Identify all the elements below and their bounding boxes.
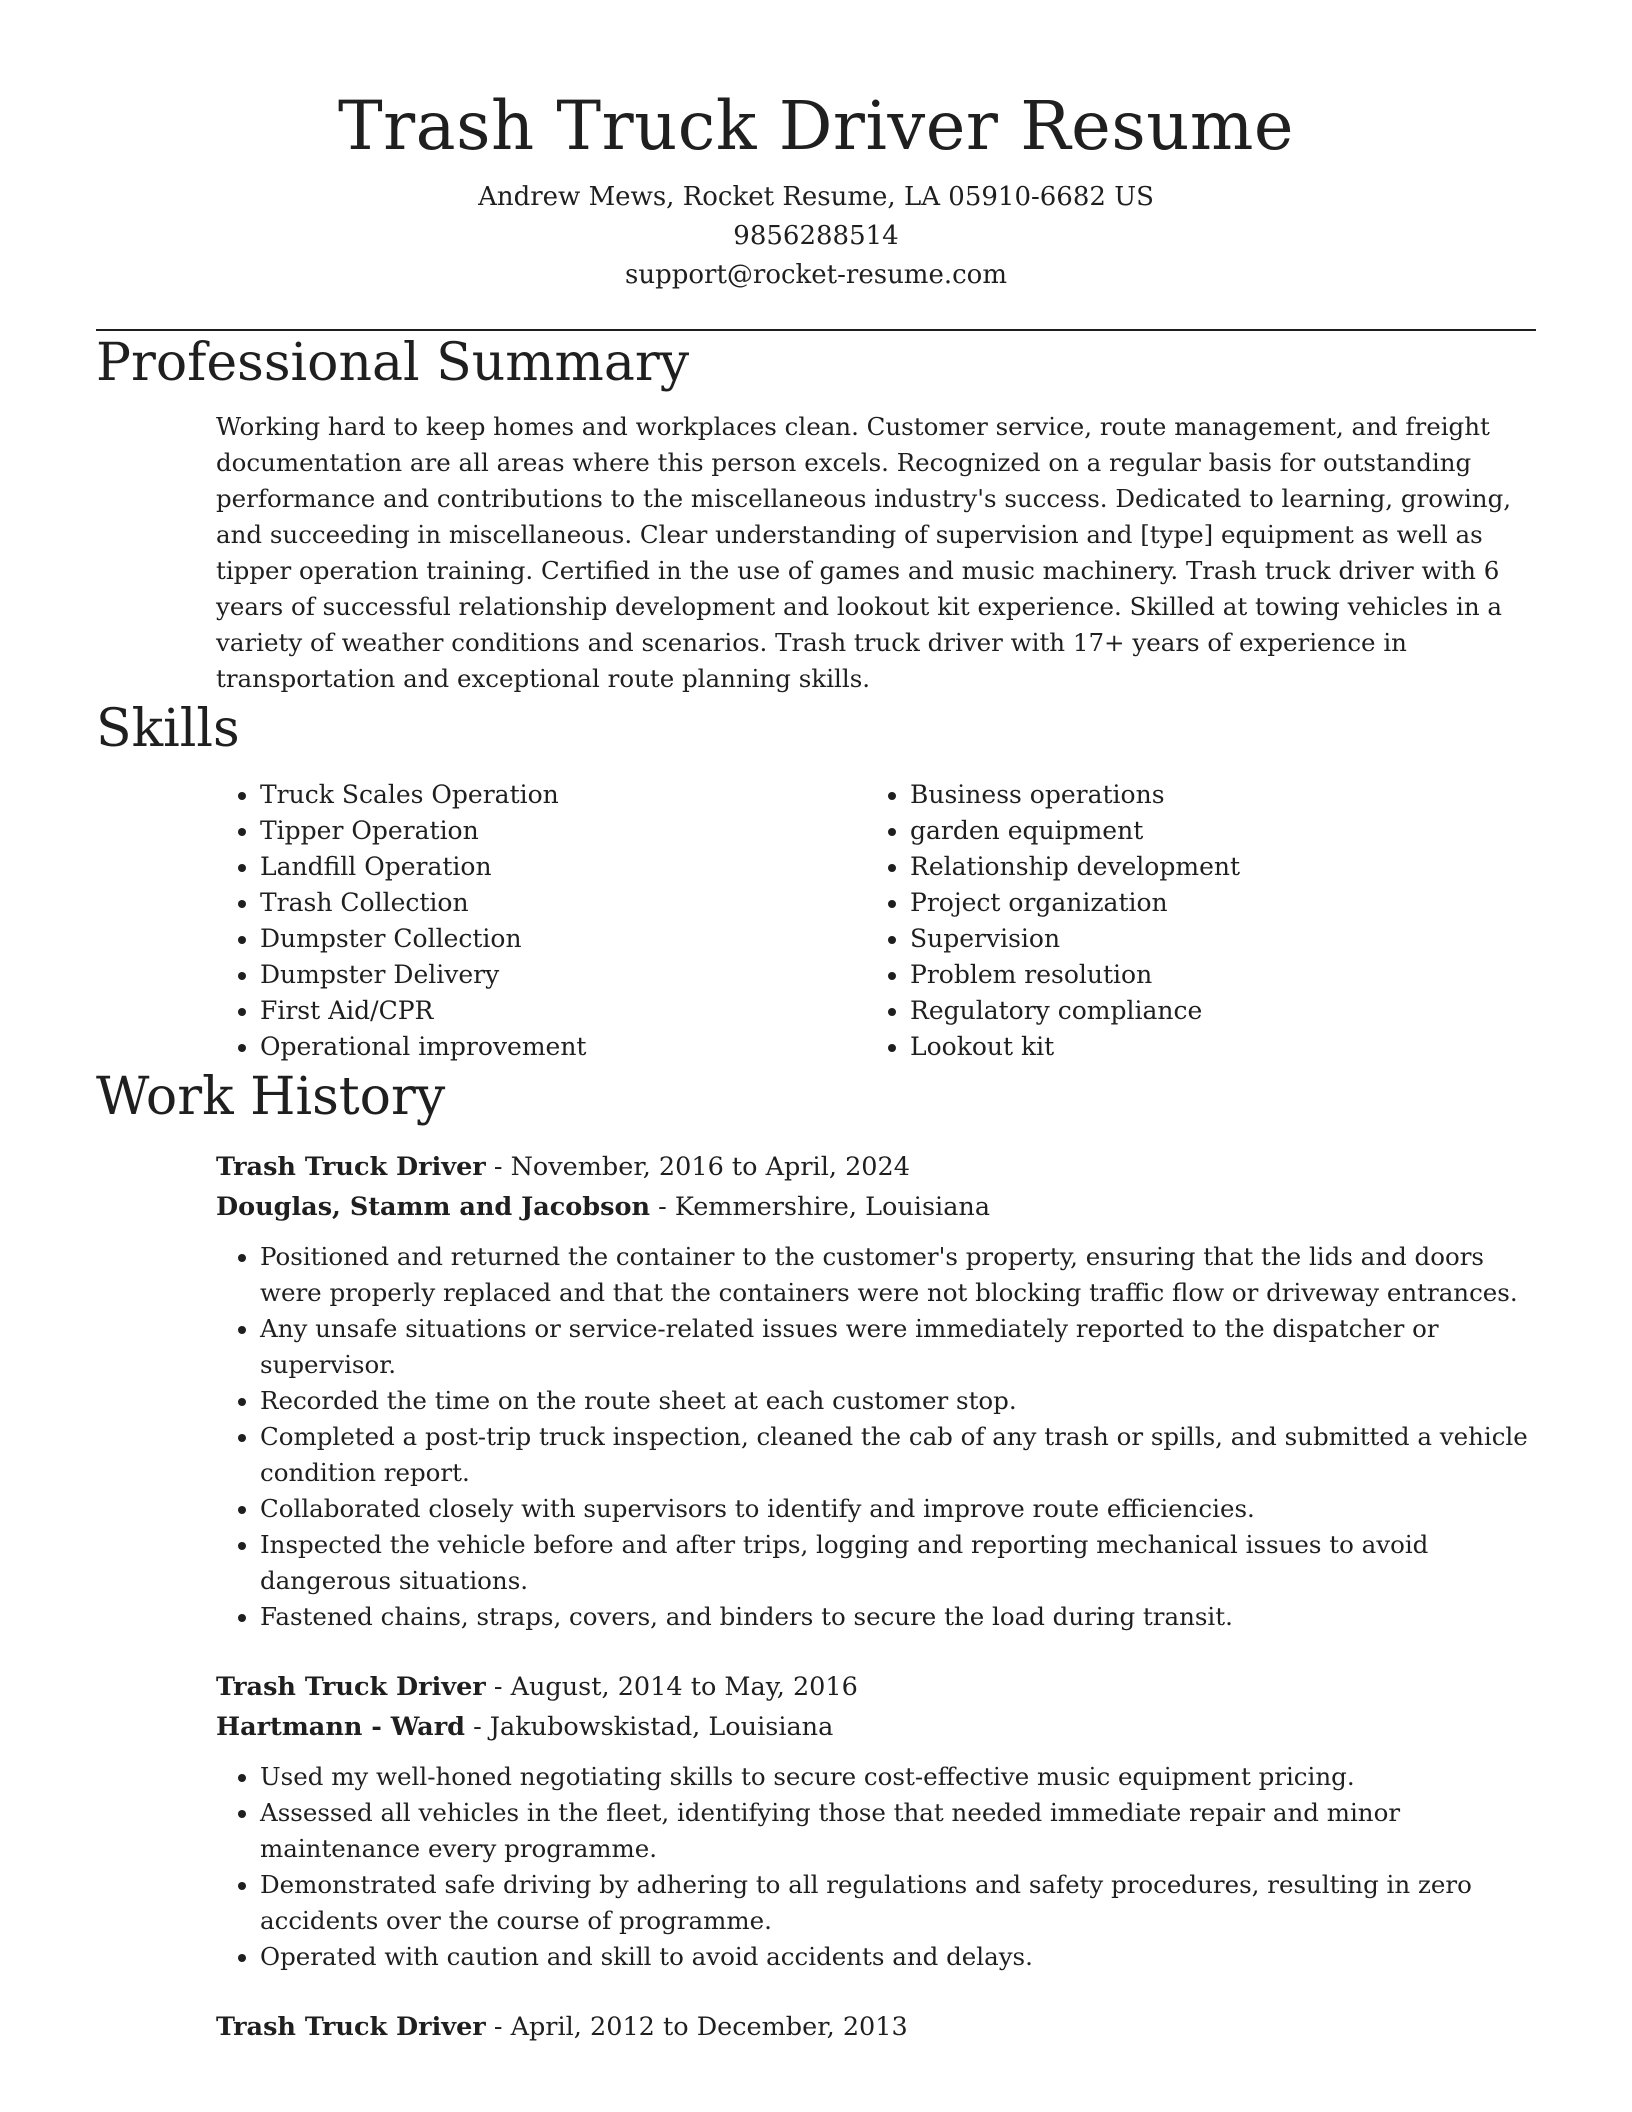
work-history-heading: Work History: [96, 1067, 446, 1127]
resume-title: Trash Truck Driver Resume: [337, 87, 1295, 165]
job-bullet: • Used my well-honed negotiating skills to secure cost-effective music equipment pricing.: [260, 1759, 1536, 1795]
skill-item: • Tipper Operation: [260, 813, 866, 849]
job-company-line: Douglas, Stamm and Jacobson - Kemmershire, Louisiana: [216, 1192, 991, 1222]
job-bullet: • Operated with caution and skill to avoid accidents and delays.: [260, 1939, 1536, 1975]
skill-item: • Trash Collection: [260, 885, 866, 921]
job-entry: [216, 2007, 1536, 2047]
job-entry: [216, 1667, 1536, 1975]
job-title-line: Trash Truck Driver - November, 2016 to April, 2024: [216, 1152, 910, 1182]
skill-item: • Relationship development: [910, 849, 1516, 885]
contact-address: Andrew Mews, Rocket Resume, LA 05910-6682 US: [478, 182, 1154, 212]
job-title-line: Trash Truck Driver - August, 2014 to May, 2016: [216, 1672, 858, 1702]
job-title: Trash Truck Driver: [216, 2012, 486, 2042]
summary-text: Working hard to keep homes and workplaces clean. Customer service, route management, and freight documentation are all areas where this person excels. Recognized on a regular basis for outstanding performance and contributions to the miscellaneous industry's success. Dedicated to learning, growing, and succeeding in miscellaneous. Clear understanding of supervision and [type] equipment as well as tipper operation training. Certified in the use of games and music machinery. Trash truck driver with 6 years of successful relationship development and lookout kit experience. Skilled at towing vehicles in a variety of weather conditions and scenarios. Trash truck driver with 17+ years of experience in transportation and exceptional route planning skills.: [216, 412, 1512, 693]
job-bullet: • Fastened chains, straps, covers, and binders to secure the load during transit.: [260, 1599, 1536, 1635]
skill-item: • Business operations: [910, 777, 1516, 813]
job-bullet: • Positioned and returned the container to the customer's property, ensuring that the lids and doors were properly replaced and that the containers were not blocking traffic flow or driveway entrances.: [260, 1239, 1536, 1311]
skill-item: • Regulatory compliance: [910, 993, 1516, 1029]
job-company: Douglas, Stamm and Jacobson: [216, 1192, 650, 1222]
job-company: Hartmann - Ward: [216, 1712, 465, 1742]
job-bullet: • Demonstrated safe driving by adhering to all regulations and safety procedures, resulting in zero accidents over the course of programme.: [260, 1867, 1536, 1939]
job-bullet: • Inspected the vehicle before and after trips, logging and reporting mechanical issues to avoid dangerous situations.: [260, 1527, 1536, 1599]
job-dates: April, 2012 to December, 2013: [510, 2012, 908, 2042]
skill-item: • Lookout kit: [910, 1029, 1516, 1065]
skill-item: • Supervision: [910, 921, 1516, 957]
summary-heading: Professional Summary: [96, 333, 690, 393]
job-dates: August, 2014 to May, 2016: [510, 1672, 858, 1702]
skills-list: [216, 777, 1536, 1065]
skill-item: • Truck Scales Operation: [260, 777, 866, 813]
job-bullet: • Any unsafe situations or service-related issues were immediately reported to the dispatcher or supervisor.: [260, 1311, 1536, 1383]
resume-page: [96, 0, 1536, 2047]
job-bullets: [216, 1239, 1536, 1635]
job-bullets: [216, 1759, 1536, 1975]
job-entry: [216, 1147, 1536, 1635]
skills-heading: Skills: [96, 699, 240, 759]
skill-item: • First Aid/CPR: [260, 993, 866, 1029]
job-location: Kemmershire, Louisiana: [674, 1192, 991, 1222]
job-bullet: • Collaborated closely with supervisors to identify and improve route efficiencies.: [260, 1491, 1536, 1527]
job-company-line: Hartmann - Ward - Jakubowskistad, Louisiana: [216, 1712, 834, 1742]
job-title: Trash Truck Driver: [216, 1672, 486, 1702]
skills-column-left: [216, 777, 866, 1065]
job-location: Jakubowskistad, Louisiana: [489, 1712, 834, 1742]
job-title-line: Trash Truck Driver - April, 2012 to December, 2013: [216, 2012, 908, 2042]
contact-email: support@rocket-resume.com: [624, 260, 1007, 290]
contact-info: [96, 178, 1536, 295]
skills-column-right: [866, 777, 1516, 1065]
skill-item: • garden equipment: [910, 813, 1516, 849]
skill-item: • Dumpster Delivery: [260, 957, 866, 993]
job-bullet: • Completed a post-trip truck inspection, cleaned the cab of any trash or spills, and submitted a vehicle condition report.: [260, 1419, 1536, 1491]
job-bullet: • Recorded the time on the route sheet at each customer stop.: [260, 1383, 1536, 1419]
skill-item: • Operational improvement: [260, 1029, 866, 1065]
job-title: Trash Truck Driver: [216, 1152, 486, 1182]
skill-item: • Problem resolution: [910, 957, 1516, 993]
job-dates: November, 2016 to April, 2024: [510, 1152, 910, 1182]
skill-item: • Project organization: [910, 885, 1516, 921]
job-bullet: • Assessed all vehicles in the fleet, identifying those that needed immediate repair and minor maintenance every programme.: [260, 1795, 1536, 1867]
skill-item: • Dumpster Collection: [260, 921, 866, 957]
skill-item: • Landfill Operation: [260, 849, 866, 885]
contact-phone: 9856288514: [733, 221, 899, 251]
